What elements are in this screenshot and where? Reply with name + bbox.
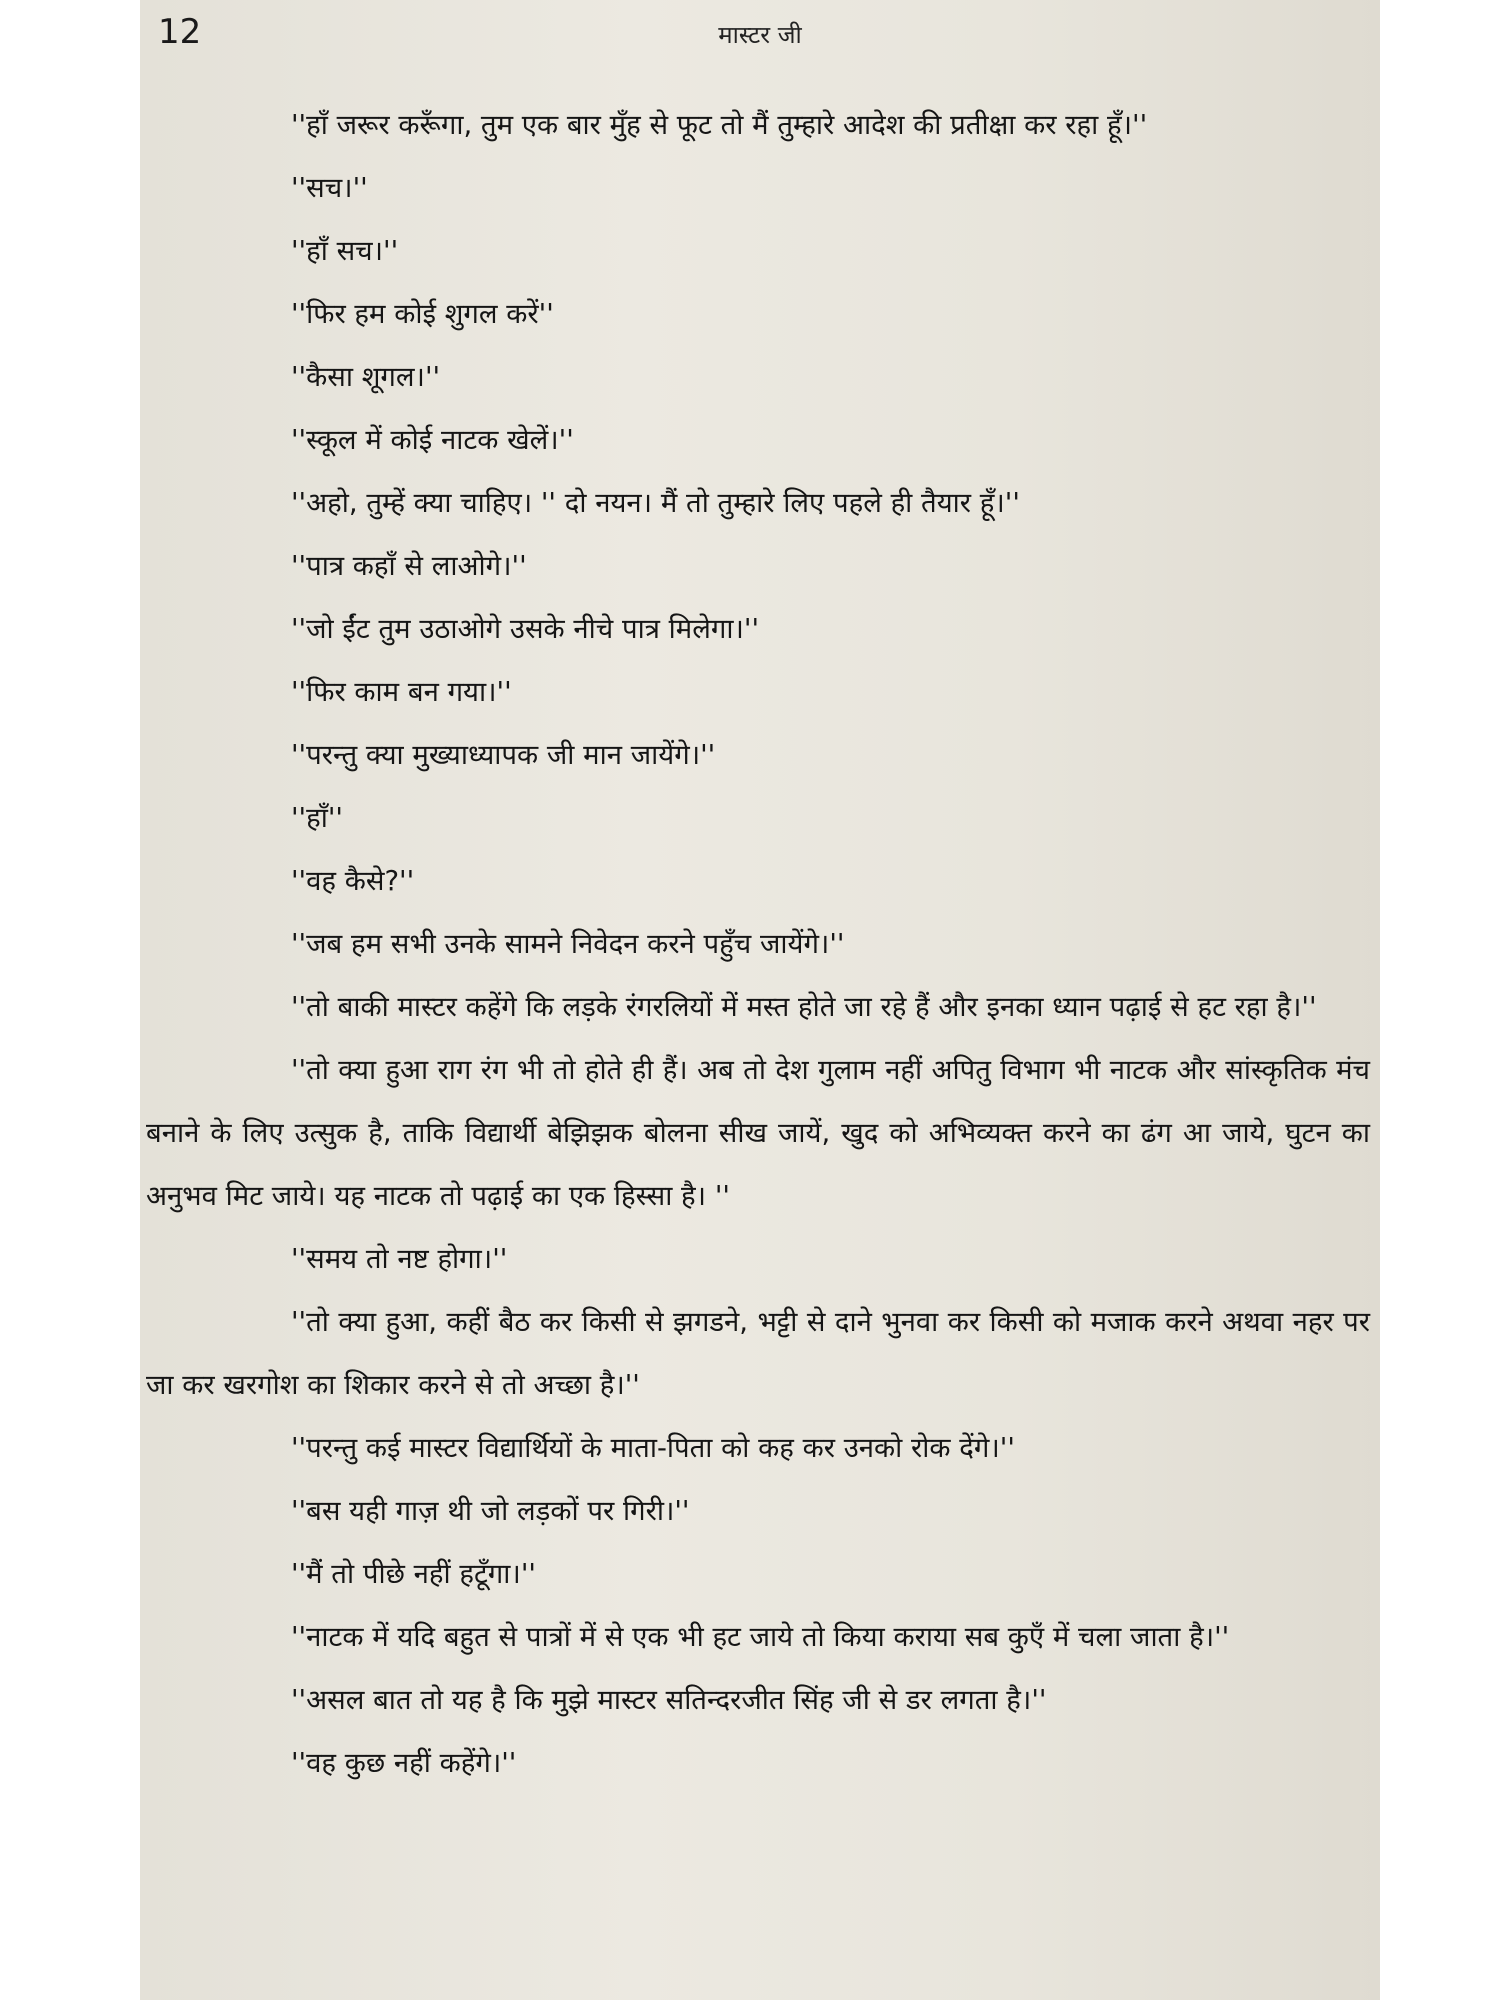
paragraph: ''परन्तु क्या मुख्याध्यापक जी मान जायेंगे।''	[291, 739, 716, 771]
paragraph: ''जो ईंट तुम उठाओगे उसके नीचे पात्र मिलेगा।''	[291, 613, 760, 645]
paragraph: ''हाँ''	[291, 802, 343, 834]
paragraph: ''वह कैसे?''	[291, 865, 415, 897]
paragraph: ''मैं तो पीछे नहीं हटूँगा।''	[291, 1558, 536, 1590]
paragraph: ''हाँ जरूर करूँगा, तुम एक बार मुँह से फूट तो मैं तुम्हारे आदेश की प्रतीक्षा कर रहा हूँ।''	[291, 109, 1148, 141]
paragraph: ''वह कुछ नहीं कहेंगे।''	[291, 1747, 517, 1779]
page-body	[146, 94, 1370, 1795]
paragraph: ''परन्तु कई मास्टर विद्यार्थियों के माता-पिता को कह कर उनको रोक देंगे।''	[291, 1432, 1015, 1464]
paragraph: ''फिर हम कोई शुगल करें''	[291, 298, 554, 330]
paragraph: ''सच।''	[291, 172, 368, 204]
paragraph: ''कैसा शूगल।''	[291, 361, 441, 393]
book-page	[140, 0, 1380, 2000]
paragraph: ''बस यही गाज़ थी जो लड़कों पर गिरी।''	[291, 1495, 690, 1527]
paragraph: ''हाँ सच।''	[291, 235, 399, 267]
paragraph: ''तो बाकी मास्टर कहेंगे कि लड़के रंगरलियों में मस्त होते जा रहे हैं और इनका ध्यान पढ़ाई से हट रहा है।''	[291, 991, 1317, 1023]
paragraph: ''समय तो नष्ट होगा।''	[291, 1243, 508, 1275]
paragraph: ''पात्र कहाँ से लाओगे।''	[291, 550, 527, 582]
paragraph: ''नाटक में यदि बहुत से पात्रों में से एक भी हट जाये तो किया कराया सब कुएँ में चला जाता है।''	[291, 1621, 1230, 1653]
paragraph: ''स्कूल में कोई नाटक खेलें।''	[291, 424, 574, 456]
paragraph: ''तो क्या हुआ राग रंग भी तो होते ही हैं। अब तो देश गुलाम नहीं अपितु विभाग भी नाटक और सांस्कृतिक मंच बनाने के लिए उत्सुक है, ताकि विद्यार्थी बेझिझक बोलना सीख जायें, खुद को अभिव्यक्त करने का ढंग आ जाये, घुटन का अनुभव मिट जाये। यह नाटक तो पढ़ाई का एक हिस्सा है। ''	[146, 1054, 1370, 1212]
paragraph: ''असल बात तो यह है कि मुझे मास्टर सतिन्दरजीत सिंह जी से डर लगता है।''	[291, 1684, 1047, 1716]
page-number: 12	[158, 12, 202, 52]
paragraph: ''अहो, तुम्हें क्या चाहिए। '' दो नयन। मैं तो तुम्हारे लिए पहले ही तैयार हूँ।''	[291, 487, 1020, 519]
running-header: मास्टर जी	[718, 21, 802, 49]
paragraph: ''फिर काम बन गया।''	[291, 676, 512, 708]
paragraph: ''तो क्या हुआ, कहीं बैठ कर किसी से झगडने, भट्टी से दाने भुनवा कर किसी को मजाक करने अथवा नहर पर जा कर खरगोश का शिकार करने से तो अच्छा है।''	[146, 1306, 1370, 1401]
paragraph: ''जब हम सभी उनके सामने निवेदन करने पहुँच जायेंगे।''	[291, 928, 845, 960]
